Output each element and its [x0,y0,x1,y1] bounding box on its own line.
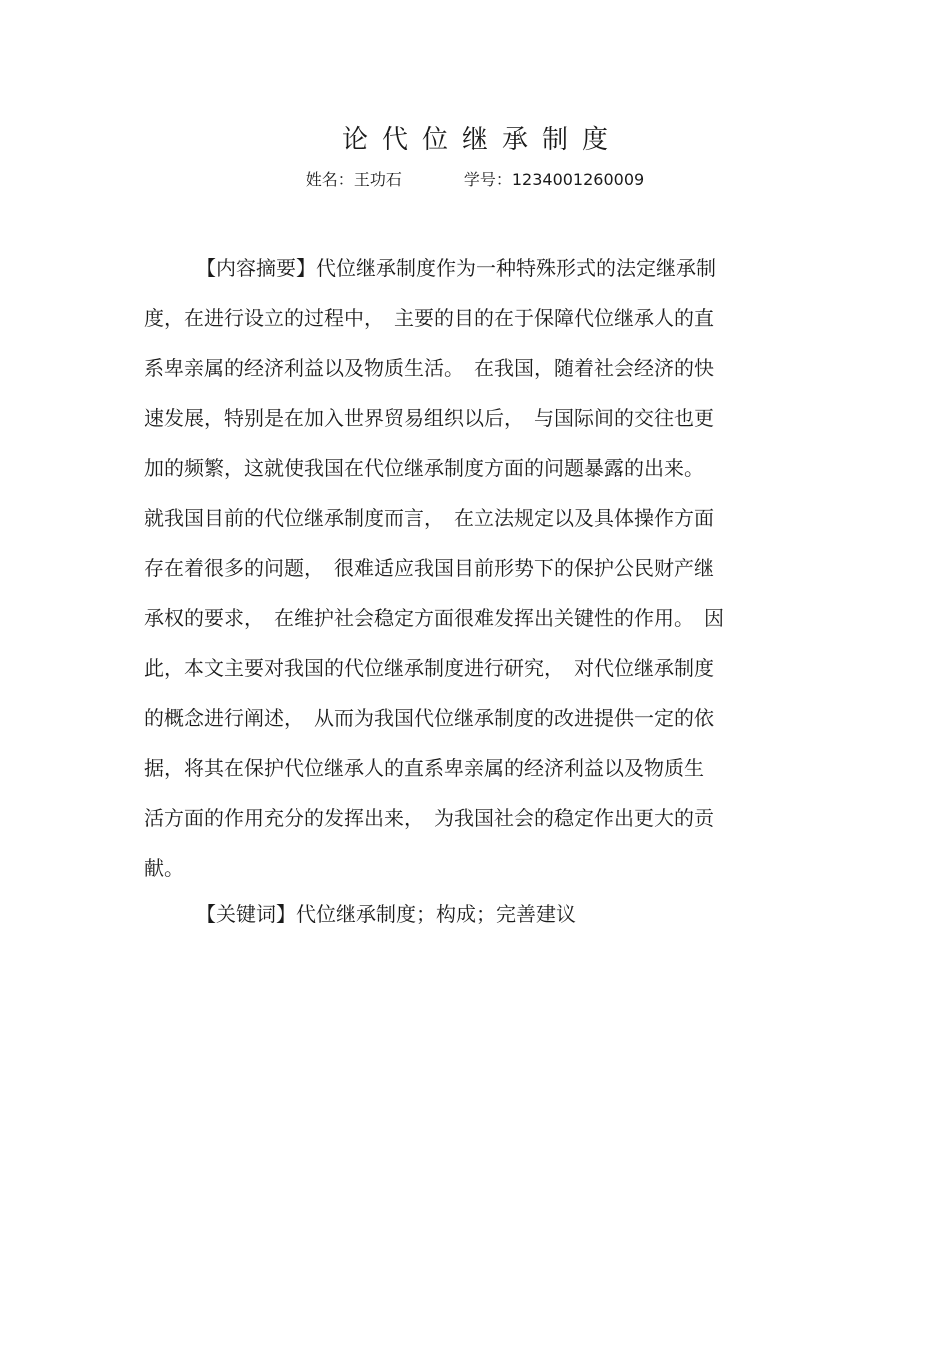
abstract-line: 加的频繁，这就使我国在代位继承制度方面的问题暴露的出来。 [144,456,704,480]
abstract-line: 就我国目前的代位继承制度而言， 在立法规定以及具体操作方面 [144,506,714,530]
abstract-line: 速发展，特别是在加入世界贸易组织以后， 与国际间的交往也更 [144,406,714,430]
abstract-line: 的概念进行阐述， 从而为我国代位继承制度的改进提供一定的依 [144,706,714,730]
keywords-text: 代位继承制度；构成；完善建议 [296,902,576,926]
name-label: 姓名： [305,170,354,189]
keywords-label: 【关键词】 [196,902,296,926]
abstract-line: 此，本文主要对我国的代位继承制度进行研究， 对代位继承制度 [144,656,714,680]
abstract-text: 代位继承制度作为一种特殊形式的法定继承制 [316,256,716,280]
abstract-line: 据，将其在保护代位继承人的直系卑亲属的经济利益以及物质生 [144,756,704,780]
keywords-section [196,889,576,939]
student-id-value: 1234001260009 [511,170,645,189]
abstract-line: 存在着很多的问题， 很难适应我国目前形势下的保护公民财产继 [144,556,714,580]
author-info [0,168,950,192]
abstract-line [144,243,804,293]
abstract-line: 系卑亲属的经济利益以及物质生活。 在我国，随着社会经济的快 [144,356,714,380]
document-title: 论代位继承制度 [341,125,622,155]
author-name: 王功石 [353,170,402,189]
abstract-line: 度，在进行设立的过程中， 主要的目的在于保障代位继承人的直 [144,306,714,330]
abstract-section [144,243,804,893]
abstract-line: 承权的要求， 在维护社会稳定方面很难发挥出关键性的作用。 因 [144,606,724,630]
student-id-label: 学号： [463,170,512,189]
abstract-line: 献。 [144,856,184,880]
abstract-line: 活方面的作用充分的发挥出来， 为我国社会的稳定作出更大的贡 [144,806,714,830]
abstract-label: 【内容摘要】 [196,256,316,280]
